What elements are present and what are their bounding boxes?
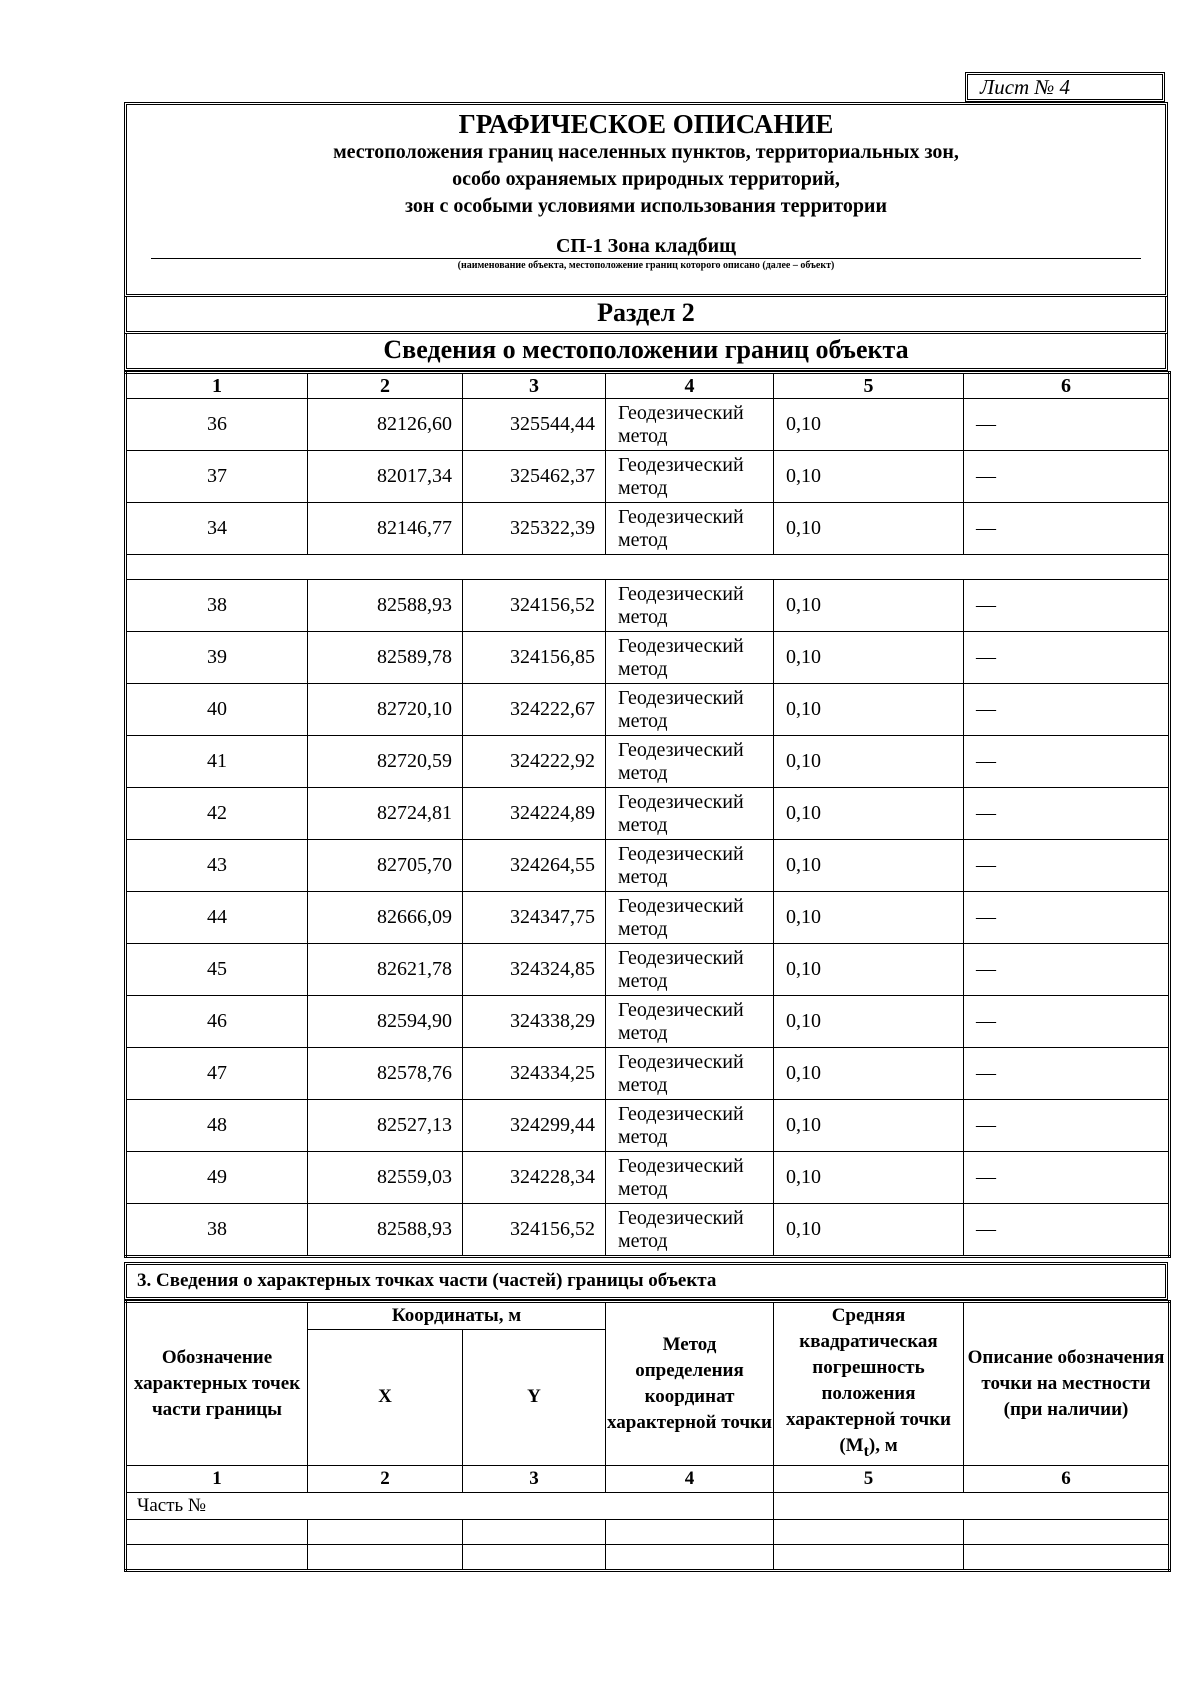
method-line-1: Геодезический xyxy=(618,1154,744,1177)
point-number: 38 xyxy=(126,580,308,632)
boundary-points-table xyxy=(124,371,1171,1258)
point-description: — xyxy=(964,399,1170,451)
method-cell xyxy=(606,684,774,736)
section3-column-number-row xyxy=(126,1465,1170,1492)
point-number: 49 xyxy=(126,1152,308,1204)
point-number: 46 xyxy=(126,996,308,1048)
point-number: 34 xyxy=(126,503,308,555)
coordinate-y: 325544,44 xyxy=(463,399,606,451)
column-number: 3 xyxy=(463,1465,606,1492)
point-number: 40 xyxy=(126,684,308,736)
point-description: — xyxy=(964,684,1170,736)
method-line-1: Геодезический xyxy=(618,790,744,813)
section3-col-description: Описание обозначения точки на местности (при наличии) xyxy=(964,1302,1170,1466)
method-cell xyxy=(606,996,774,1048)
accuracy-value: 0,10 xyxy=(774,399,964,451)
method-line-1: Геодезический xyxy=(618,1102,744,1125)
point-description: — xyxy=(964,736,1170,788)
column-number: 6 xyxy=(964,1465,1170,1492)
document-subtitle-line-3: зон с особыми условиями использования территории xyxy=(405,195,887,217)
table-row xyxy=(126,580,1170,632)
method-line-2: метод xyxy=(618,657,668,680)
coordinate-y: 325322,39 xyxy=(463,503,606,555)
separator-cell xyxy=(126,555,1170,580)
point-number: 43 xyxy=(126,840,308,892)
method-cell xyxy=(606,1152,774,1204)
table-row xyxy=(126,1048,1170,1100)
method-cell xyxy=(606,451,774,503)
method-line-1: Геодезический xyxy=(618,401,744,424)
method-line-2: метод xyxy=(618,1021,668,1044)
point-number: 47 xyxy=(126,1048,308,1100)
table-row xyxy=(126,944,1170,996)
coordinate-y: 324299,44 xyxy=(463,1100,606,1152)
method-line-1: Геодезический xyxy=(618,842,744,865)
table-row xyxy=(126,1204,1170,1257)
table-row xyxy=(126,503,1170,555)
section3-col-error-main: Средняя квадратическая погрешность положения характерной точки (M xyxy=(786,1305,951,1456)
document-title: ГРАФИЧЕСКОЕ ОПИСАНИЕ xyxy=(458,109,834,139)
accuracy-value: 0,10 xyxy=(774,736,964,788)
point-number: 38 xyxy=(126,1204,308,1257)
point-number: 42 xyxy=(126,788,308,840)
point-number: 39 xyxy=(126,632,308,684)
section-number: Раздел 2 xyxy=(124,297,1168,334)
method-line-2: метод xyxy=(618,476,668,499)
table-row xyxy=(126,632,1170,684)
coordinate-x: 82705,70 xyxy=(308,840,463,892)
coordinate-x: 82724,81 xyxy=(308,788,463,840)
section3-empty-row xyxy=(126,1519,1170,1544)
method-line-2: метод xyxy=(618,605,668,628)
document-subtitle-line-2: особо охраняемых природных территорий, xyxy=(452,168,840,190)
point-description: — xyxy=(964,580,1170,632)
point-description: — xyxy=(964,1152,1170,1204)
object-note: (наименование объекта, местоположение границ которого описано (далее – объект) xyxy=(457,260,835,271)
accuracy-value: 0,10 xyxy=(774,892,964,944)
section3-col-error-tail: ), м xyxy=(868,1435,898,1456)
empty-cell xyxy=(463,1519,606,1544)
method-line-2: метод xyxy=(618,917,668,940)
empty-cell xyxy=(126,1519,308,1544)
method-cell xyxy=(606,736,774,788)
column-number: 3 xyxy=(463,373,606,399)
point-description: — xyxy=(964,503,1170,555)
empty-cell xyxy=(774,1544,964,1570)
sheet-number xyxy=(965,72,1165,102)
method-line-2: метод xyxy=(618,709,668,732)
coordinate-y: 324156,85 xyxy=(463,632,606,684)
coordinate-x: 82527,13 xyxy=(308,1100,463,1152)
coordinate-y: 324222,67 xyxy=(463,684,606,736)
method-cell xyxy=(606,788,774,840)
empty-cell xyxy=(964,1544,1170,1570)
empty-cell xyxy=(308,1544,463,1570)
point-number: 48 xyxy=(126,1100,308,1152)
column-number: 2 xyxy=(308,1465,463,1492)
coordinate-x: 82146,77 xyxy=(308,503,463,555)
method-cell xyxy=(606,580,774,632)
coordinate-x: 82588,93 xyxy=(308,1204,463,1257)
table-row xyxy=(126,736,1170,788)
accuracy-value: 0,10 xyxy=(774,944,964,996)
table-row xyxy=(126,892,1170,944)
accuracy-value: 0,10 xyxy=(774,580,964,632)
coordinate-x: 82666,09 xyxy=(308,892,463,944)
coordinate-x: 82621,78 xyxy=(308,944,463,996)
accuracy-value: 0,10 xyxy=(774,632,964,684)
method-line-2: метод xyxy=(618,1229,668,1252)
method-line-1: Геодезический xyxy=(618,946,744,969)
method-line-1: Геодезический xyxy=(618,634,744,657)
method-line-2: метод xyxy=(618,1177,668,1200)
column-number: 1 xyxy=(126,373,308,399)
point-description: — xyxy=(964,1048,1170,1100)
section3-col-x: X xyxy=(308,1330,463,1466)
method-cell xyxy=(606,1100,774,1152)
method-line-1: Геодезический xyxy=(618,505,744,528)
empty-cell xyxy=(308,1519,463,1544)
method-cell xyxy=(606,399,774,451)
section3-col-error-sub: t xyxy=(863,1442,869,1460)
point-description: — xyxy=(964,1204,1170,1257)
point-description: — xyxy=(964,892,1170,944)
point-description: — xyxy=(964,451,1170,503)
point-number: 36 xyxy=(126,399,308,451)
method-cell xyxy=(606,944,774,996)
table-row xyxy=(126,788,1170,840)
section3-part-label: Часть № xyxy=(126,1492,774,1519)
sheet-number-label: Лист № 4 xyxy=(980,74,1071,99)
table-row xyxy=(126,1100,1170,1152)
point-description: — xyxy=(964,788,1170,840)
method-cell xyxy=(606,840,774,892)
coordinate-x: 82017,34 xyxy=(308,451,463,503)
table-row xyxy=(126,451,1170,503)
section3-part-row xyxy=(126,1492,1170,1519)
coordinate-x: 82720,10 xyxy=(308,684,463,736)
method-line-2: метод xyxy=(618,969,668,992)
section3-col-designation: Обозначение характерных точек части границы xyxy=(126,1302,308,1466)
coordinate-y: 325462,37 xyxy=(463,451,606,503)
column-number: 1 xyxy=(126,1465,308,1492)
coordinate-x: 82578,76 xyxy=(308,1048,463,1100)
method-cell xyxy=(606,632,774,684)
method-line-2: метод xyxy=(618,1073,668,1096)
method-line-2: метод xyxy=(618,813,668,836)
section3-header-row xyxy=(126,1302,1170,1330)
coordinate-y: 324264,55 xyxy=(463,840,606,892)
empty-cell xyxy=(126,1544,308,1570)
coordinate-x: 82594,90 xyxy=(308,996,463,1048)
table-row xyxy=(126,1152,1170,1204)
coordinate-y: 324334,25 xyxy=(463,1048,606,1100)
coordinate-y: 324338,29 xyxy=(463,996,606,1048)
coordinate-x: 82588,93 xyxy=(308,580,463,632)
method-line-2: метод xyxy=(618,528,668,551)
table-row xyxy=(126,399,1170,451)
column-number-row xyxy=(126,373,1170,399)
accuracy-value: 0,10 xyxy=(774,684,964,736)
empty-cell xyxy=(774,1519,964,1544)
point-description: — xyxy=(964,1100,1170,1152)
coordinate-y: 324222,92 xyxy=(463,736,606,788)
point-number: 41 xyxy=(126,736,308,788)
table-row xyxy=(126,840,1170,892)
method-line-1: Геодезический xyxy=(618,686,744,709)
method-cell xyxy=(606,503,774,555)
section3-col-y: Y xyxy=(463,1330,606,1466)
column-number: 2 xyxy=(308,373,463,399)
coordinate-y: 324228,34 xyxy=(463,1152,606,1204)
section3-col-method: Метод определения координат характерной точки xyxy=(606,1302,774,1466)
method-line-1: Геодезический xyxy=(618,894,744,917)
accuracy-value: 0,10 xyxy=(774,503,964,555)
document-subtitle-line-1: местоположения границ населенных пунктов, территориальных зон, xyxy=(333,141,959,163)
accuracy-value: 0,10 xyxy=(774,1204,964,1257)
empty-cell xyxy=(606,1519,774,1544)
coordinate-y: 324347,75 xyxy=(463,892,606,944)
point-number: 37 xyxy=(126,451,308,503)
method-line-2: метод xyxy=(618,424,668,447)
separator-row xyxy=(126,555,1170,580)
empty-cell xyxy=(463,1544,606,1570)
table-row xyxy=(126,996,1170,1048)
method-line-1: Геодезический xyxy=(618,998,744,1021)
column-number: 6 xyxy=(964,373,1170,399)
coordinate-y: 324156,52 xyxy=(463,580,606,632)
accuracy-value: 0,10 xyxy=(774,1100,964,1152)
method-line-2: метод xyxy=(618,865,668,888)
method-cell xyxy=(606,892,774,944)
empty-cell xyxy=(964,1519,1170,1544)
document-header xyxy=(124,102,1168,297)
coordinate-x: 82559,03 xyxy=(308,1152,463,1204)
accuracy-value: 0,10 xyxy=(774,1048,964,1100)
section3-table xyxy=(124,1300,1171,1572)
object-name: СП-1 Зона кладбищ xyxy=(555,235,736,257)
column-number: 4 xyxy=(606,373,774,399)
section3-part-empty xyxy=(774,1492,1170,1519)
accuracy-value: 0,10 xyxy=(774,451,964,503)
point-number: 45 xyxy=(126,944,308,996)
point-description: — xyxy=(964,996,1170,1048)
accuracy-value: 0,10 xyxy=(774,996,964,1048)
method-line-1: Геодезический xyxy=(618,738,744,761)
method-line-1: Геодезический xyxy=(618,453,744,476)
section3-col-coordinates: Координаты, м xyxy=(308,1302,606,1330)
point-description: — xyxy=(964,840,1170,892)
coordinate-y: 324324,85 xyxy=(463,944,606,996)
empty-cell xyxy=(606,1544,774,1570)
method-line-2: метод xyxy=(618,1125,668,1148)
accuracy-value: 0,10 xyxy=(774,1152,964,1204)
accuracy-value: 0,10 xyxy=(774,788,964,840)
method-line-2: метод xyxy=(618,761,668,784)
column-number: 4 xyxy=(606,1465,774,1492)
method-line-1: Геодезический xyxy=(618,1206,744,1229)
section3-col-error xyxy=(774,1302,964,1466)
method-cell xyxy=(606,1204,774,1257)
column-number: 5 xyxy=(774,373,964,399)
coordinate-x: 82720,59 xyxy=(308,736,463,788)
coordinate-x: 82126,60 xyxy=(308,399,463,451)
coordinate-y: 324156,52 xyxy=(463,1204,606,1257)
point-description: — xyxy=(964,632,1170,684)
coordinate-y: 324224,89 xyxy=(463,788,606,840)
point-number: 44 xyxy=(126,892,308,944)
section3-title: 3. Сведения о характерных точках части (частей) границы объекта xyxy=(124,1262,1168,1300)
section-title: Сведения о местоположении границ объекта xyxy=(124,334,1168,371)
method-line-1: Геодезический xyxy=(618,582,744,605)
column-number: 5 xyxy=(774,1465,964,1492)
coordinate-x: 82589,78 xyxy=(308,632,463,684)
table-row xyxy=(126,684,1170,736)
point-description: — xyxy=(964,944,1170,996)
method-cell xyxy=(606,1048,774,1100)
section3-empty-row xyxy=(126,1544,1170,1570)
accuracy-value: 0,10 xyxy=(774,840,964,892)
method-line-1: Геодезический xyxy=(618,1050,744,1073)
